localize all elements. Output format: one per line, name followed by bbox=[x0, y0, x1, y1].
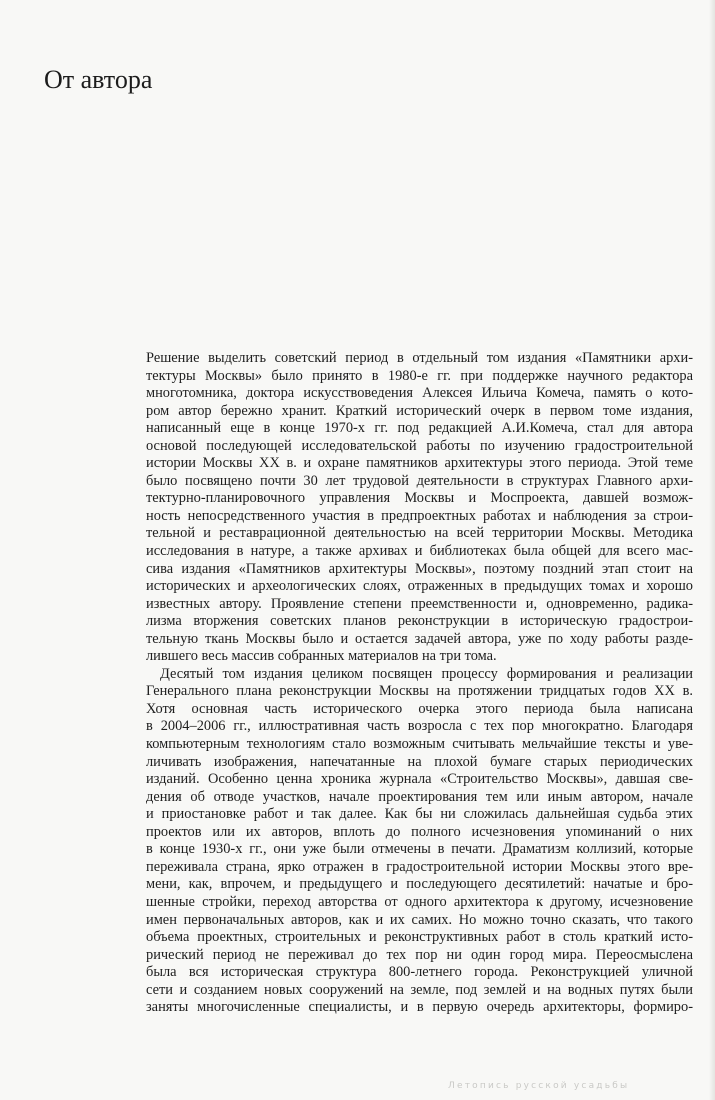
text-line: было посвящено почти 30 лет трудовой деятельности в структурах Главного архи- bbox=[146, 472, 693, 489]
text-line: тельной и реставрационной деятельностью на всей территории Москвы. Методика bbox=[146, 525, 693, 542]
watermark-text: Летопись русской усадьбы bbox=[448, 1081, 630, 1091]
text-line: Хотя основная часть исторического очерка этого периода была написана bbox=[146, 700, 693, 717]
text-line: сети и созданием новых сооружений на земле, под землей и на водных путях были bbox=[146, 981, 693, 998]
text-line: тельную ткань Москвы было и остается задачей автора, уже по ходу работы разде- bbox=[146, 630, 693, 647]
text-line: Решение выделить советский период в отдельный том издания «Памятники архи- bbox=[146, 350, 693, 366]
text-line: переживала страна, ярко отражен в градостроительной истории Москвы этого вре- bbox=[146, 858, 693, 875]
text-line: изданий. Особенно ценна хроника журнала «Строительство Москвы», давшая све- bbox=[146, 771, 693, 788]
paragraph-2 bbox=[146, 666, 693, 1017]
text-line: ность непосредственного участия в предпроектных работах и наблюдения за строи- bbox=[146, 507, 693, 524]
text-line: и приостановке работ и так далее. Как бы ни сложилась дальнейшая судьба этих bbox=[146, 806, 693, 823]
text-line: Десятый том издания целиком посвящен процессу формирования и реализации bbox=[160, 665, 693, 682]
page-edge-shadow bbox=[709, 0, 715, 1100]
text-line: объема проектных, строительных и реконструктивных работ в столь краткий исто- bbox=[146, 929, 693, 946]
text-line: шенные стройки, переход авторства от одного архитектора к другому, исчезновение bbox=[146, 893, 693, 910]
text-line: проектов или их авторов, вплоть до полного исчезновения упоминаний о них bbox=[146, 823, 693, 840]
text-line: лизма вторжения советских планов реконструкции в историческую градострои- bbox=[146, 613, 693, 630]
text-line: тектурно-планировочного управления Москвы и Моспроекта, давшей возмож- bbox=[146, 490, 693, 507]
text-line: истории Москвы XX в. и охране памятников архитектуры этого периода. Этой теме bbox=[146, 455, 693, 472]
body-text bbox=[146, 350, 693, 1017]
paragraph-1 bbox=[146, 350, 693, 666]
page-title: От автора bbox=[44, 65, 153, 94]
text-line: сива издания «Памятников архитектуры Москвы», поэтому поздний этап стоит на bbox=[146, 560, 693, 577]
text-line: имен первоначальных авторов, как и их самих. Но можно точно сказать, что такого bbox=[146, 911, 693, 928]
text-line: была вся историческая структура 800-летнего города. Реконструкцией уличной bbox=[146, 964, 693, 981]
text-line: дения об отводе участков, начале проектирования тем или иным автором, начале bbox=[146, 788, 693, 805]
text-line: ром автор бережно хранит. Краткий исторический очерк в первом томе издания, bbox=[146, 402, 693, 419]
text-line: заняты многочисленные специалисты, и в первую очередь архитекторы, формиро- bbox=[146, 999, 693, 1016]
text-line: компьютерным технологиям стало возможным считывать мельчайшие тексты и уве- bbox=[146, 736, 693, 753]
text-line: известных автору. Проявление степени преемственности и, одновременно, радика- bbox=[146, 595, 693, 612]
text-line: написанный еще в конце 1970-х гг. под редакцией А.И.Комеча, стал для автора bbox=[146, 420, 693, 437]
text-line: в 2004–2006 гг., иллюстративная часть возросла с тех пор многократно. Благодаря bbox=[146, 718, 693, 735]
text-line: в конце 1930-х гг., они уже были отмечены в печати. Драматизм коллизий, которые bbox=[146, 841, 693, 858]
text-line: основой последующей исследовательской работы по изучению градостроительной bbox=[146, 437, 693, 454]
text-line: многотомника, доктора искусствоведения Алексея Ильича Комеча, память о кото- bbox=[146, 385, 693, 402]
text-line: мени, как, впрочем, и предыдущего и последующего десятилетий: начатые и бро- bbox=[146, 876, 693, 893]
text-line: тектуры Москвы» было принято в 1980-е гг. при поддержке научного редактора bbox=[146, 367, 693, 384]
text-line: исследования в натуре, а также архивах и библиотеках была общей для всего мас- bbox=[146, 543, 693, 560]
text-line: лившего весь массив собранных материалов на три тома. bbox=[146, 648, 497, 665]
text-line: исторических и археологических слоях, отраженных в предыдущих томах и хорошо bbox=[146, 578, 693, 595]
text-line: личивать изображения, напечатанные на плохой бумаге старых периодических bbox=[146, 753, 693, 770]
text-line: рический период не переживал до тех пор ни один город мира. Переосмыслена bbox=[146, 946, 693, 963]
text-line: Генерального плана реконструкции Москвы на протяжении тридцатых годов XX в. bbox=[146, 683, 693, 700]
